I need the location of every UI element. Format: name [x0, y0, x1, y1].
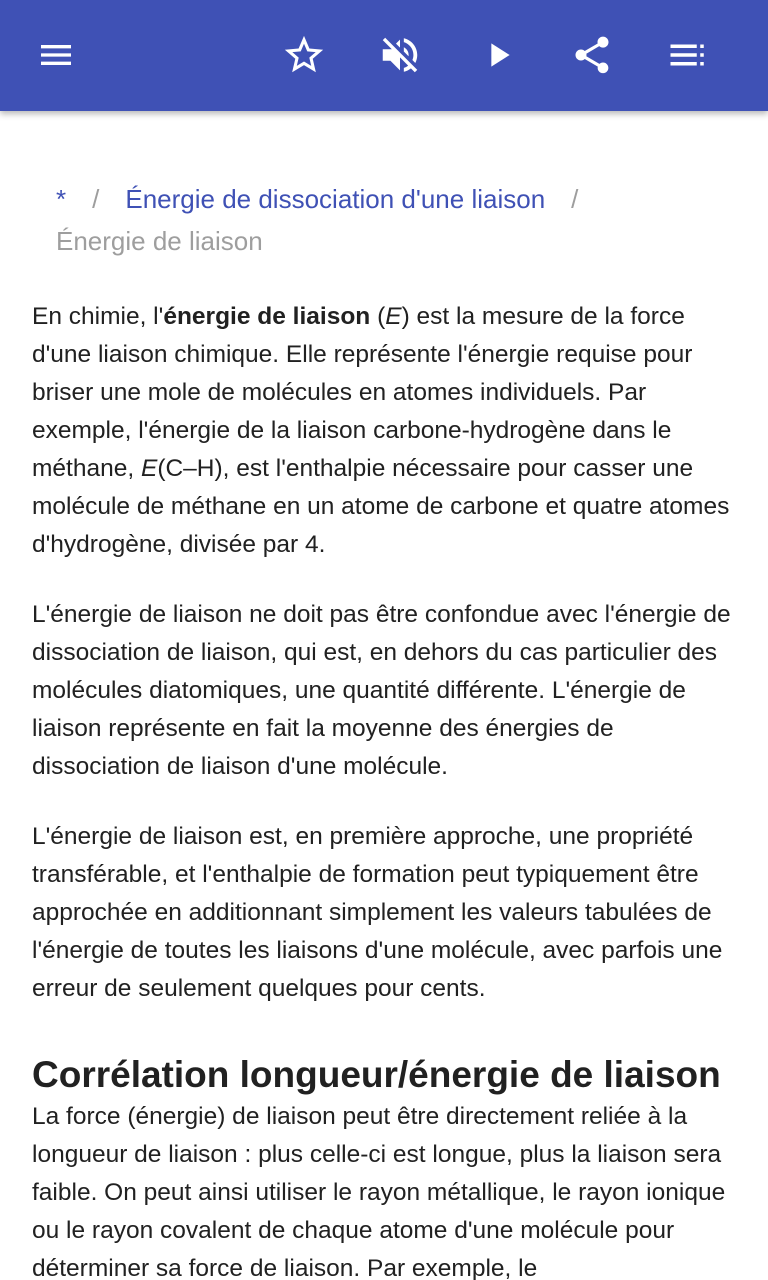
breadcrumb-separator: / — [92, 184, 100, 214]
text-run: En chimie, l' — [32, 303, 164, 330]
volume-off-icon — [377, 32, 423, 78]
bold-term: énergie de liaison — [163, 303, 371, 330]
share-icon — [570, 33, 614, 77]
breadcrumb-current: Énergie de liaison — [56, 226, 263, 256]
app-bar — [0, 0, 768, 111]
playlist-icon — [667, 34, 709, 76]
share-button[interactable] — [564, 27, 620, 83]
star-icon — [281, 32, 327, 78]
paragraph-correlation: La force (énergie) de liaison peut être directement reliée à la longueur de liaison : plus celle-ci est longue, plus la liaison sera faible. On peut ainsi utiliser le rayon métallique, le rayon ionique ou le rayon covalent de chaque atome d'une molécule pour déterminer sa force de liaison. Par exemple, le — [32, 1103, 726, 1280]
menu-icon — [36, 35, 76, 75]
favorite-button[interactable] — [276, 27, 332, 83]
contents-button[interactable] — [660, 27, 716, 83]
breadcrumb — [56, 178, 736, 262]
paragraph-transferable: L'énergie de liaison est, en première approche, une propriété transférable, et l'enthalpie de formation peut typiquement être approchée en additionnant simplement les valeurs tabulées de l'énergie de toutes les liaisons d'une molécule, avec parfois une erreur de seulement quelques pour cents. — [32, 823, 723, 1002]
text-run: ( — [370, 303, 386, 330]
symbol-e: E — [140, 455, 158, 482]
play-button[interactable] — [470, 27, 526, 83]
section-heading: Corrélation longueur/énergie de liaison — [32, 1054, 721, 1095]
paragraph-intro — [32, 298, 740, 564]
breadcrumb-root-link[interactable]: * — [56, 184, 67, 214]
symbol-e: E — [385, 303, 402, 330]
mute-button[interactable] — [372, 27, 428, 83]
play-icon — [478, 35, 518, 75]
breadcrumb-parent-link[interactable]: Énergie de dissociation d'une liaison — [125, 184, 546, 214]
text-run: ) est la mesure de la force d'une liaison chimique. Elle représente l'énergie requise pour briser une mole de molécules en atomes individuels. Par exemple, l'énergie de la liaison carbone-hydrogène dans le méthane, — [32, 303, 693, 482]
text-run: (C–H), est l'enthalpie nécessaire pour casser une molécule de méthane en un atome de carbone et quatre atomes d'hydrogène, divisée par 4. — [32, 455, 730, 558]
breadcrumb-separator: / — [571, 184, 579, 214]
menu-button[interactable] — [28, 27, 84, 83]
article-content[interactable] — [0, 111, 768, 1280]
article-body — [32, 298, 740, 1280]
paragraph-dissociation: L'énergie de liaison ne doit pas être confondue avec l'énergie de dissociation de liaison, qui est, en dehors du cas particulier des molécules diatomiques, une quantité différente. L'énergie de liaison représente en fait la moyenne des énergies de dissociation de liaison d'une molécule. — [32, 601, 731, 780]
